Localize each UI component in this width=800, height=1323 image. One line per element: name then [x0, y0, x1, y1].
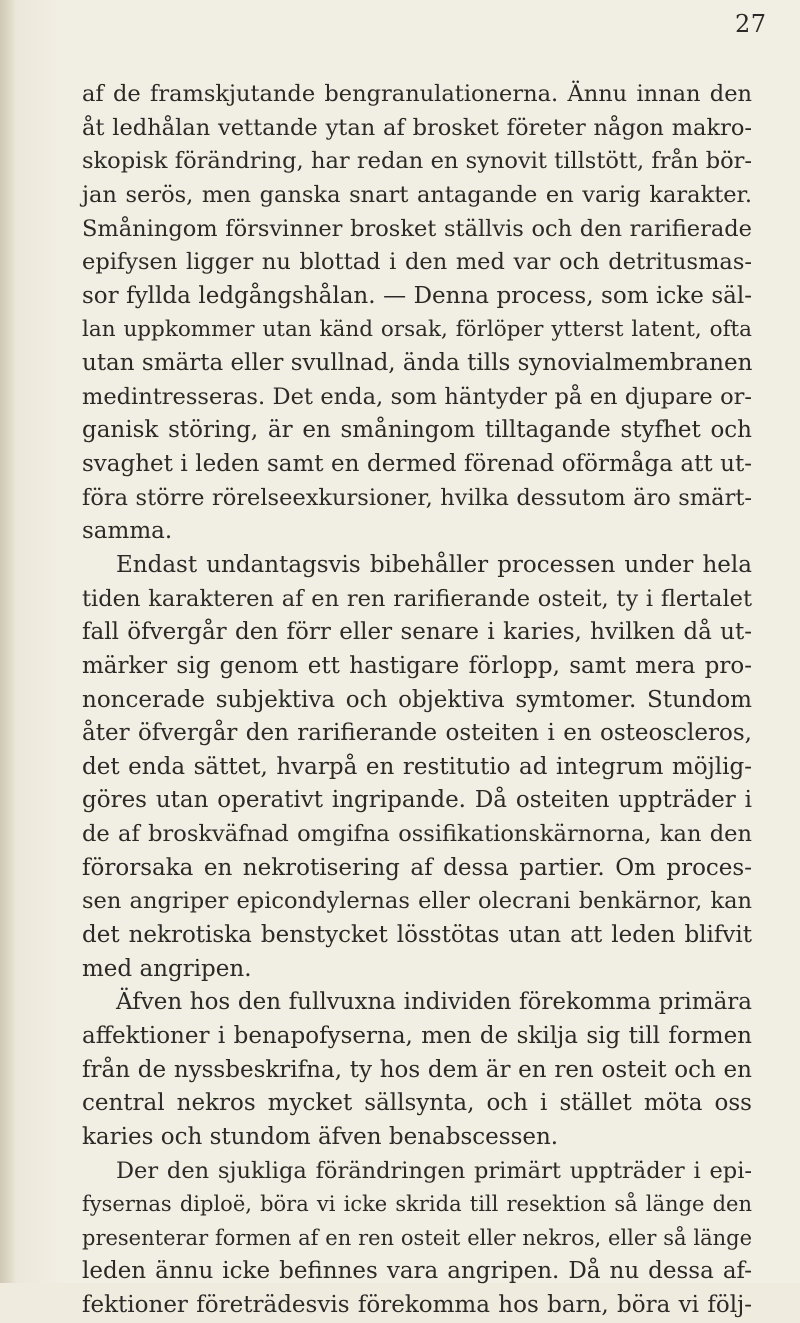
text-line: Småningom försvinner brosket ställvis och den rarifierade — [82, 215, 752, 242]
text-line: föra större rörelseexkursioner, hvilka dessutom äro smärt- — [82, 484, 752, 511]
text-line: presenterar formen af en ren osteit eller nekros, eller så länge — [82, 1225, 752, 1250]
text-line: af de framskjutande bengranulationerna. Ännu innan den — [82, 81, 752, 107]
text-line: åt ledhålan vettande ytan af brosket företer någon makro- — [82, 114, 752, 141]
text-line: medintresseras. Det enda, som häntyder på en djupare or- — [82, 383, 752, 410]
text-line: med angripen. — [82, 955, 252, 982]
text-line: noncerade subjektiva och objektiva symtomer. Stundom — [82, 686, 752, 713]
text-line: lan uppkommer utan känd orsak, förlöper ytterst latent, ofta — [82, 317, 752, 343]
text-line: jan serös, men ganska snart antagande en varig karakter. — [82, 181, 752, 208]
text-line: affektioner i benapofyserna, men de skilja sig till formen — [82, 1022, 752, 1049]
text-line: Äfven hos den fullvuxna individen förekomma primära — [116, 989, 752, 1016]
text-line: fysernas diploë, böra vi icke skrida till resektion så länge den — [82, 1192, 752, 1217]
text-line: utan smärta eller svullnad, ända tills synovialmembranen — [82, 350, 753, 377]
body-text — [82, 78, 752, 1323]
text-line: förorsaka en nekrotisering af dessa partier. Om proces- — [82, 854, 752, 881]
text-line: ganisk störing, är en småningom tilltagande styfhet och — [82, 417, 752, 444]
text-line: sen angriper epicondylernas eller olecrani benkärnor, kan — [82, 888, 752, 915]
text-line: fall öfvergår den förr eller senare i karies, hvilken då ut- — [82, 619, 752, 646]
page-number: 27 — [735, 10, 767, 38]
text-line: central nekros mycket sällsynta, och i stället möta oss — [82, 1090, 752, 1117]
text-line: svaghet i leden samt en dermed förenad oförmåga att ut- — [82, 451, 752, 478]
text-line: samma. — [82, 518, 173, 545]
text-line: skopisk förändring, har redan en synovit tillstött, från bör- — [82, 148, 752, 175]
text-line: de af broskväfnad omgifna ossifikationskärnorna, kan den — [82, 821, 752, 848]
text-line: åter öfvergår den rarifierande osteiten i en osteoscleros, — [82, 720, 752, 747]
text-line: Der den sjukliga förändringen primärt uppträder i epi- — [116, 1157, 752, 1184]
text-line: från de nyssbeskrifna, ty hos dem är en ren osteit och en — [82, 1056, 752, 1083]
spine-shadow — [0, 0, 16, 1283]
text-line: det enda sättet, hvarpå en restitutio ad integrum möjlig- — [82, 753, 752, 780]
text-line: märker sig genom ett hastigare förlopp, samt mera pro- — [82, 652, 752, 679]
text-line: göres utan operativt ingripande. Då osteiten uppträder i — [82, 787, 752, 814]
text-line: det nekrotiska benstycket lösstötas utan att leden blifvit — [82, 922, 752, 949]
text-line: leden ännu icke befinnes vara angripen. Då nu dessa af- — [82, 1258, 752, 1285]
text-line: fektioner företrädesvis förekomma hos barn, böra vi följ- — [82, 1292, 752, 1319]
text-line: karies och stundom äfven benabscessen. — [82, 1123, 559, 1150]
text-line: sor fyllda ledgångshålan. — Denna process, som icke säl- — [82, 282, 752, 309]
text-line: epifysen ligger nu blottad i den med var och detritusmas- — [82, 249, 752, 276]
text-line: Endast undantagsvis bibehåller processen under hela — [116, 551, 752, 578]
text-line: tiden karakteren af en ren rarifierande osteit, ty i flertalet — [82, 585, 752, 612]
